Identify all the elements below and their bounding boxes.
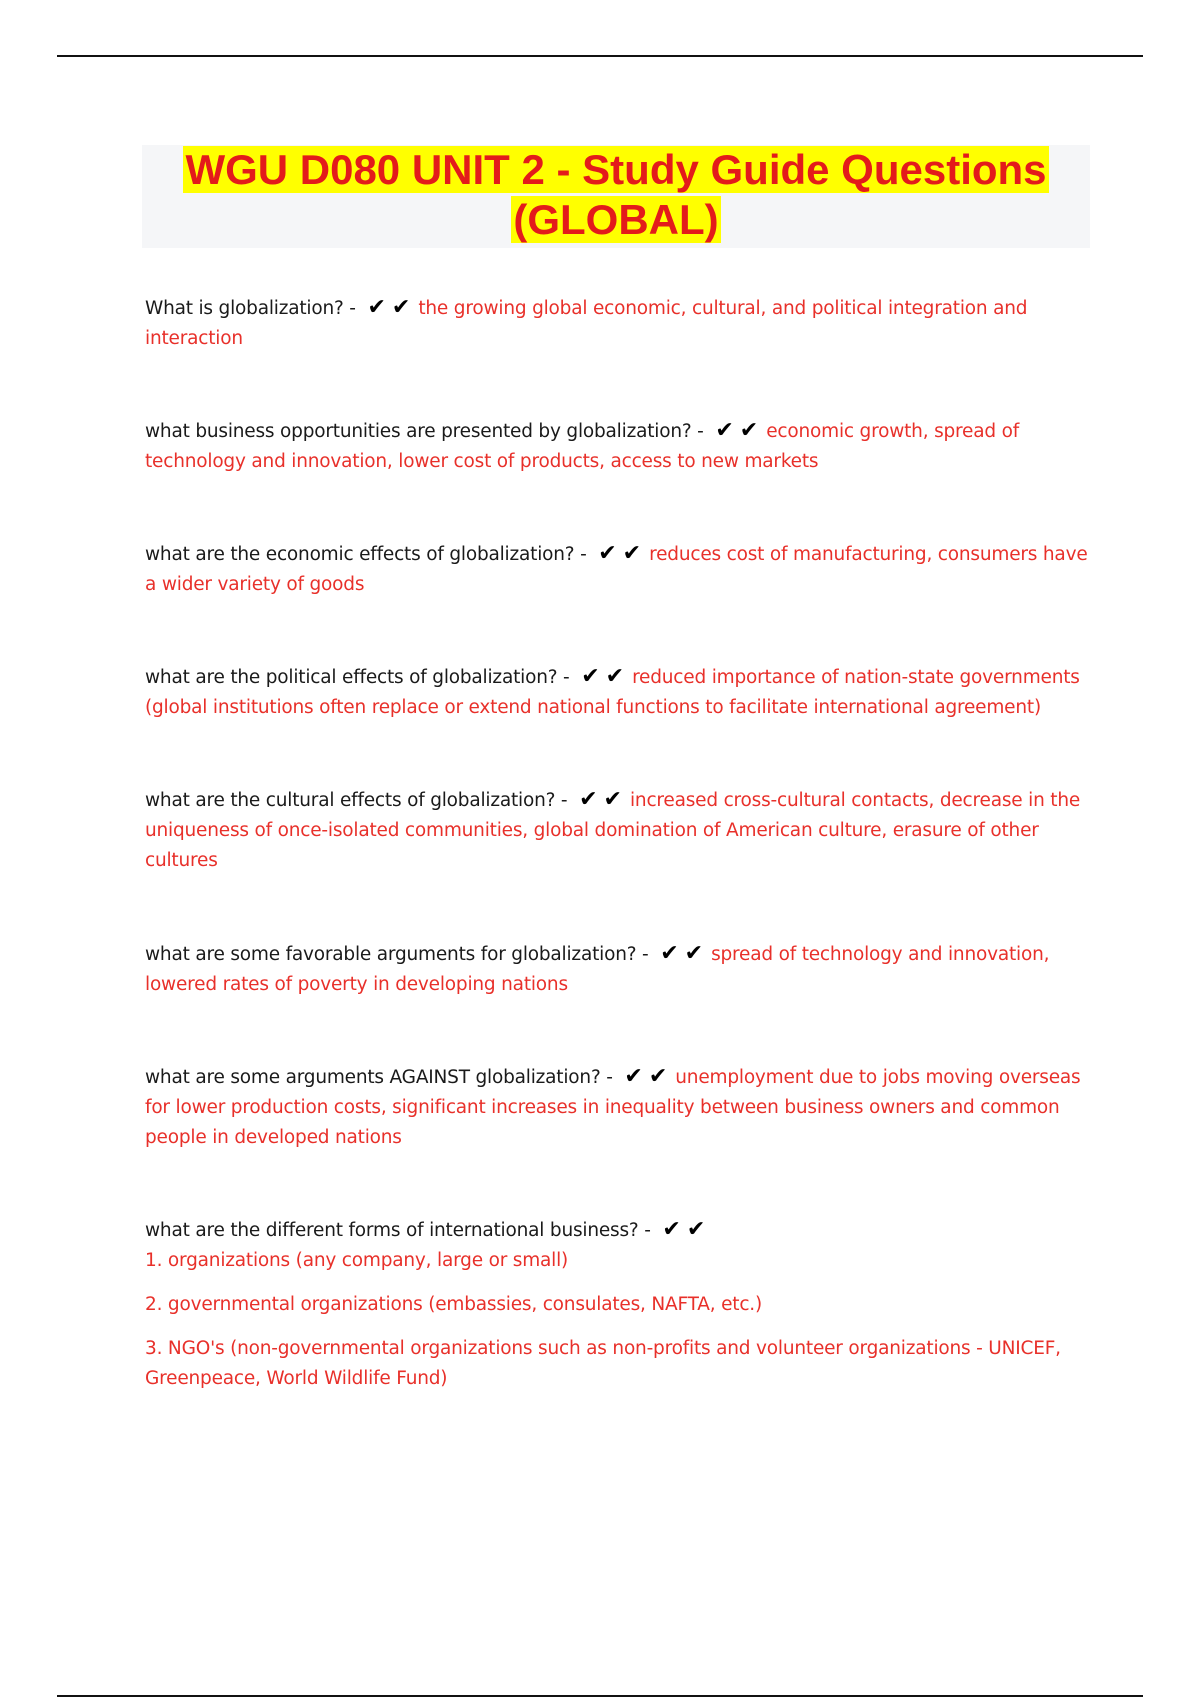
question-text: what are the economic effects of globalization? - (145, 544, 587, 565)
question-text: What is globalization? - (145, 298, 356, 319)
answer-text: economic growth, spread of technology and innovation, lower cost of products, access to new markets (145, 421, 1020, 472)
answer-text: reduces cost of manufacturing, consumers have a wider variety of goods (145, 544, 1088, 595)
question-text: what are the different forms of international business? - (145, 1220, 651, 1241)
document-title-line-1: WGU D080 UNIT 2 - Study Guide Questions (185, 146, 1047, 193)
qa-item-3 (145, 539, 1090, 600)
double-check-icon: ✔✔ (662, 1217, 712, 1242)
top-rule (57, 55, 1143, 57)
qa-item-8 (145, 1215, 1090, 1394)
answer-text: the growing global economic, cultural, and political integration and interaction (145, 298, 1028, 349)
double-check-icon: ✔✔ (624, 1064, 674, 1089)
qa-item-2 (145, 416, 1090, 477)
title-block (142, 145, 1090, 248)
question-text: what are the cultural effects of globalization? - (145, 790, 568, 811)
qa-item-7 (145, 1062, 1090, 1153)
answer-text: increased cross-cultural contacts, decrease in the uniqueness of once-isolated communities, global domination of American culture, erasure of other cultures (145, 790, 1081, 871)
double-check-icon: ✔✔ (581, 664, 631, 689)
answer-list-item: 3. NGO's (non-governmental organizations such as non-profits and volunteer organizations - UNICEF, Greenpeace, World Wildlife Fund) (145, 1338, 1061, 1389)
answer-text: unemployment due to jobs moving overseas for lower production costs, significant increases in inequality between business owners and common people in developed nations (145, 1067, 1081, 1148)
question-text: what are some favorable arguments for globalization? - (145, 944, 649, 965)
qa-item-1 (145, 293, 1090, 354)
answer-text: spread of technology and innovation, lowered rates of poverty in developing nations (145, 944, 1050, 995)
answer-list-item: 1. organizations (any company, large or small) (145, 1250, 569, 1271)
answer-text: reduced importance of nation-state governments (global institutions often replace or extend national functions to facilitate international agreement) (145, 667, 1080, 718)
double-check-icon: ✔✔ (579, 787, 628, 812)
double-check-icon: ✔✔ (598, 541, 648, 566)
double-check-icon: ✔✔ (660, 941, 710, 966)
qa-item-5 (145, 785, 1090, 876)
document-title-line-2: (GLOBAL) (513, 196, 719, 243)
qa-item-4 (145, 662, 1090, 723)
question-text: what are the political effects of globalization? - (145, 667, 570, 688)
qa-item-6 (145, 939, 1090, 1000)
question-text: what are some arguments AGAINST globalization? - (145, 1067, 613, 1088)
bottom-rule (57, 1695, 1143, 1697)
double-check-icon: ✔✔ (715, 418, 765, 443)
answer-list-item: 2. governmental organizations (embassies, consulates, NAFTA, etc.) (145, 1294, 763, 1315)
question-text: what business opportunities are presented by globalization? - (145, 421, 704, 442)
double-check-icon: ✔✔ (367, 295, 417, 320)
